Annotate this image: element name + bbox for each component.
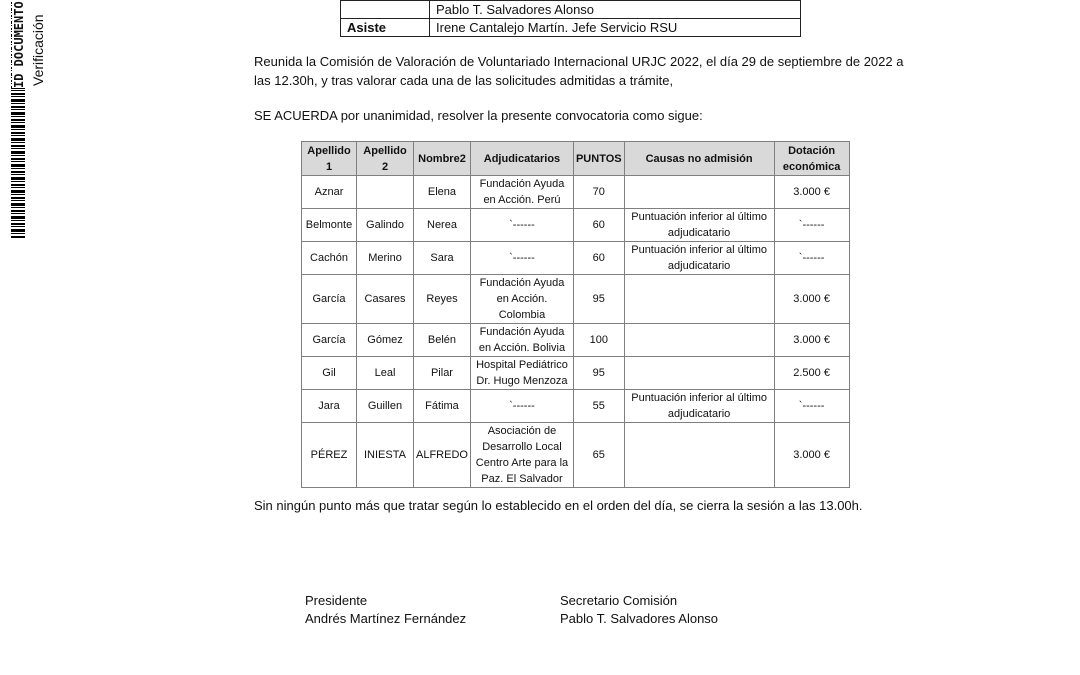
cell-dotacion: 3.000 € [774,324,849,357]
attendee-name: Pablo T. Salvadores Alonso [430,1,801,19]
cell-adjudicatario: `------ [470,209,573,242]
cell-puntos: 70 [573,176,624,209]
cell-causa [624,423,774,488]
cell-apellido2: Casares [357,275,414,324]
header-puntos: PUNTOS [573,142,624,176]
cell-apellido2: Leal [357,357,414,390]
signature-name: Pablo T. Salvadores Alonso [560,611,719,626]
cell-adjudicatario: Hospital Pediátrico Dr. Hugo Menzoza [470,357,573,390]
cell-adjudicatario: Fundación Ayuda en Acción. Perú [470,176,573,209]
side-verification-strip [0,0,52,250]
cell-apellido1: Jara [302,390,357,423]
table-row [302,324,850,357]
cell-puntos: 60 [573,209,624,242]
cell-dotacion: 3.000 € [774,275,849,324]
cell-dotacion: `------ [774,209,849,242]
cell-causa [624,275,774,324]
cell-nombre: Reyes [414,275,471,324]
cell-nombre: ALFREDO [414,423,471,488]
cell-nombre: Nerea [414,209,471,242]
signature-secretary [560,592,718,628]
cell-dotacion: `------ [774,390,849,423]
cell-apellido2: Gómez [357,324,414,357]
cell-apellido2: Merino [357,242,414,275]
signature-name: Andrés Martínez Fernández [305,611,467,626]
header-apellido2: Apellido 2 [357,142,414,176]
cell-apellido1: García [302,324,357,357]
cell-puntos: 95 [573,275,624,324]
cell-dotacion: `------ [774,242,849,275]
cell-causa: Puntuación inferior al último adjudicatario [624,209,774,242]
cell-causa: Puntuación inferior al último adjudicatario [624,390,774,423]
header-dotacion: Dotación económica [774,142,849,176]
attendees-table [340,0,801,37]
closing-paragraph: Sin ningún punto más que tratar según lo establecido en el orden del día, se cierra la sesión a las 13.00h. [254,498,863,513]
signature-title: Secretario Comisión [560,593,678,608]
table-row [302,423,850,488]
cell-nombre: Fátima [414,390,471,423]
cell-nombre: Belén [414,324,471,357]
intro-paragraph: Reunida la Comisión de Valoración de Voluntariado Internacional URJC 2022, el día 29 de septiembre de 2022 a las 12.30h, y tras valorar cada una de las solicitudes admitidas a trámite, [254,54,904,88]
cell-dotacion: 3.000 € [774,176,849,209]
table-row [302,390,850,423]
header-nombre: Nombre2 [414,142,471,176]
signature-title: Presidente [305,593,368,608]
cell-causa: Puntuación inferior al último adjudicatario [624,242,774,275]
cell-dotacion: 2.500 € [774,357,849,390]
attendee-row [341,1,801,19]
cell-dotacion: 3.000 € [774,423,849,488]
cell-adjudicatario: `------ [470,242,573,275]
cell-apellido1: Belmonte [302,209,357,242]
verification-label: Verificación [30,14,46,86]
cell-causa [624,176,774,209]
cell-causa [624,324,774,357]
table-header-row [302,142,850,176]
table-row [302,275,850,324]
cell-adjudicatario: Fundación Ayuda en Acción. Bolivia [470,324,573,357]
header-causas: Causas no admisión [624,142,774,176]
attendee-row [341,19,801,37]
signature-president [305,592,466,628]
cell-apellido2: Galindo [357,209,414,242]
cell-puntos: 100 [573,324,624,357]
cell-nombre: Pilar [414,357,471,390]
cell-nombre: Sara [414,242,471,275]
cell-adjudicatario: Fundación Ayuda en Acción. Colombia [470,275,573,324]
cell-apellido1: Gil [302,357,357,390]
cell-apellido1: García [302,275,357,324]
cell-puntos: 60 [573,242,624,275]
cell-nombre: Elena [414,176,471,209]
document-id-label: ID DOCUMENTO [12,1,26,88]
agreement-paragraph: SE ACUERDA por unanimidad, resolver la presente convocatoria como sigue: [254,108,703,123]
cell-puntos: 95 [573,357,624,390]
cell-puntos: 55 [573,390,624,423]
attendee-role [341,1,430,19]
header-apellido1: Apellido 1 [302,142,357,176]
results-table [301,141,850,488]
table-row [302,242,850,275]
cell-apellido2: Guillen [357,390,414,423]
cell-apellido1: Aznar [302,176,357,209]
cell-adjudicatario: Asociación de Desarrollo Local Centro Arte para la Paz. El Salvador [470,423,573,488]
cell-puntos: 65 [573,423,624,488]
cell-apellido1: Cachón [302,242,357,275]
cell-apellido2: INIESTA [357,423,414,488]
cell-causa [624,357,774,390]
cell-adjudicatario: `------ [470,390,573,423]
attendee-role: Asiste [341,19,430,37]
cell-apellido2 [357,176,414,209]
cell-apellido1: PÉREZ [302,423,357,488]
table-row [302,209,850,242]
header-adjudicatarios: Adjudicatarios [470,142,573,176]
table-row [302,357,850,390]
attendee-name: Irene Cantalejo Martín. Jefe Servicio RSU [430,19,801,37]
table-row [302,176,850,209]
